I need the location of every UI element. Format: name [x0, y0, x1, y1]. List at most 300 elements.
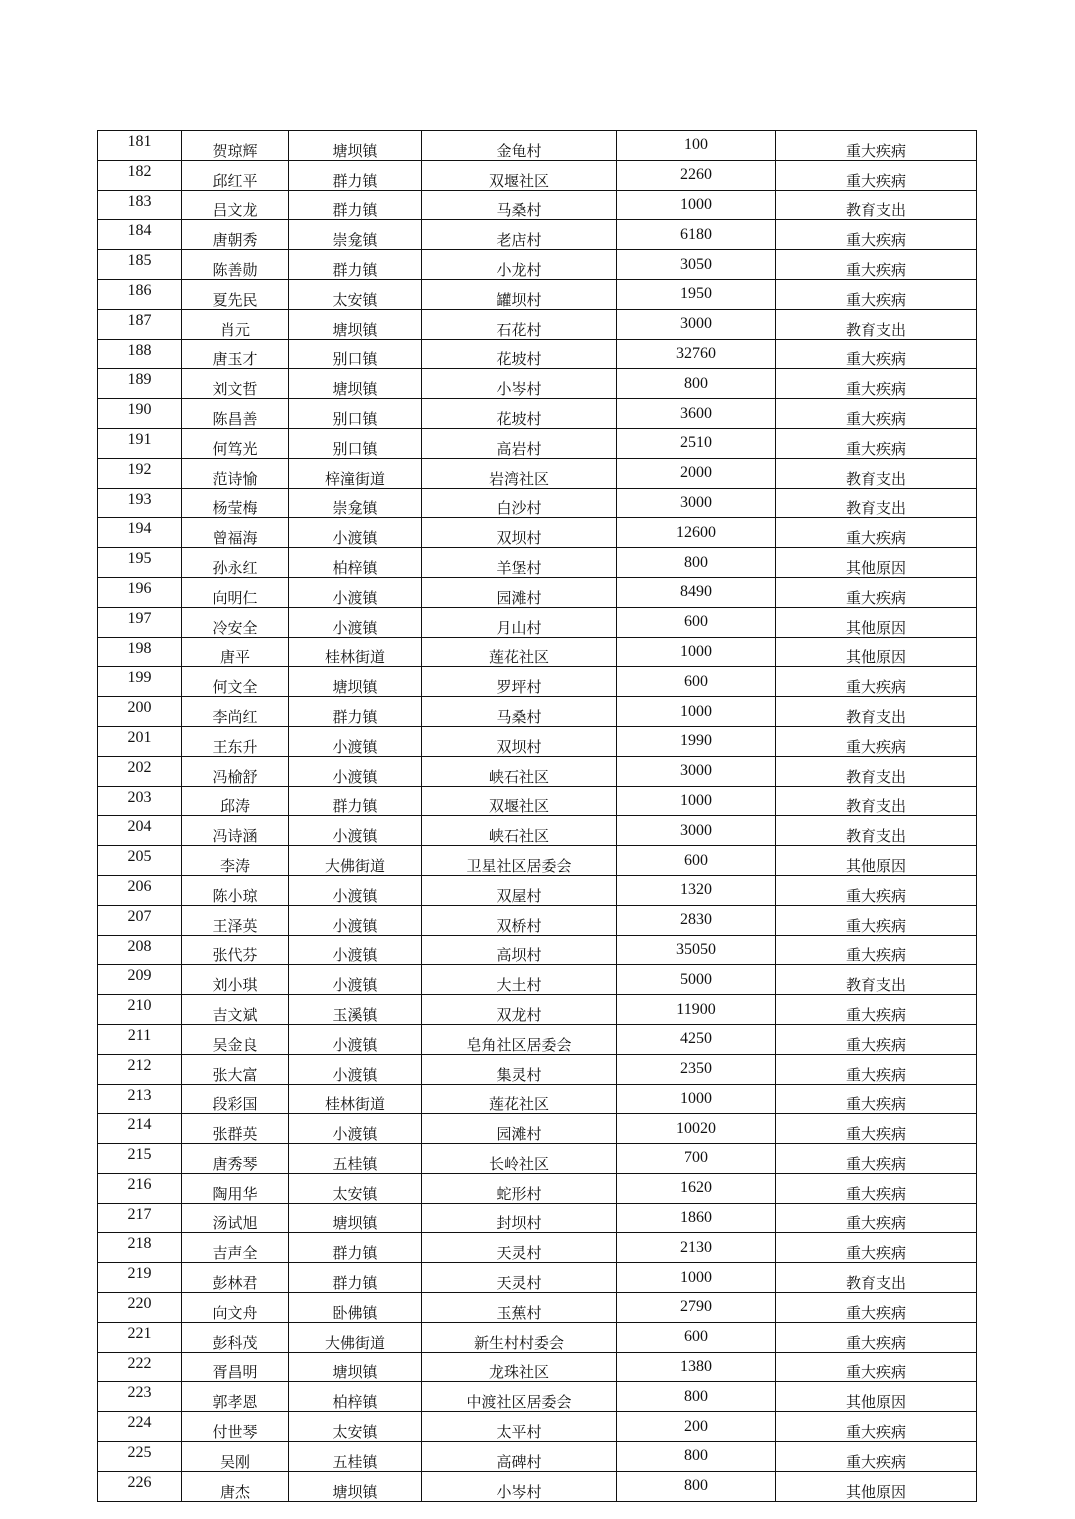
- amount-cell: 1950: [617, 279, 776, 309]
- amount-cell: 1620: [617, 1173, 776, 1203]
- person-name-cell: 杨莹梅: [182, 488, 289, 518]
- table-row: [98, 667, 977, 697]
- amount-cell: 600: [617, 667, 776, 697]
- row-number-cell: 217: [98, 1203, 182, 1233]
- row-number-cell: 193: [98, 488, 182, 518]
- person-name-cell: 邱红平: [182, 160, 289, 190]
- person-name-cell: 何笃光: [182, 428, 289, 458]
- reason-cell: 重大疾病: [776, 160, 977, 190]
- amount-cell: 600: [617, 607, 776, 637]
- row-number-cell: 202: [98, 756, 182, 786]
- row-number-cell: 212: [98, 1054, 182, 1084]
- row-number-cell: 188: [98, 339, 182, 369]
- amount-cell: 800: [617, 1471, 776, 1501]
- village-cell: 卫星社区居委会: [422, 846, 617, 876]
- amount-cell: 1000: [617, 637, 776, 667]
- village-cell: 岩湾社区: [422, 458, 617, 488]
- reason-cell: 其他原因: [776, 548, 977, 578]
- person-name-cell: 张群英: [182, 1114, 289, 1144]
- row-number-cell: 201: [98, 726, 182, 756]
- person-name-cell: 彭科茂: [182, 1322, 289, 1352]
- reason-cell: 教育支出: [776, 190, 977, 220]
- amount-cell: 3050: [617, 250, 776, 280]
- reason-cell: 教育支出: [776, 965, 977, 995]
- row-number-cell: 204: [98, 816, 182, 846]
- row-number-cell: 215: [98, 1144, 182, 1174]
- amount-cell: 1000: [617, 697, 776, 727]
- reason-cell: 重大疾病: [776, 1054, 977, 1084]
- reason-cell: 重大疾病: [776, 875, 977, 905]
- town-cell: 大佛街道: [289, 1322, 422, 1352]
- reason-cell: 重大疾病: [776, 1412, 977, 1442]
- table-row: [98, 279, 977, 309]
- village-cell: 金龟村: [422, 131, 617, 161]
- village-cell: 大土村: [422, 965, 617, 995]
- reason-cell: 重大疾病: [776, 1352, 977, 1382]
- amount-cell: 2790: [617, 1293, 776, 1323]
- reason-cell: 重大疾病: [776, 1442, 977, 1472]
- village-cell: 莲花社区: [422, 1084, 617, 1114]
- amount-cell: 600: [617, 846, 776, 876]
- table-row: [98, 786, 977, 816]
- table-row: [98, 518, 977, 548]
- village-cell: 中渡社区居委会: [422, 1382, 617, 1412]
- person-name-cell: 向明仁: [182, 577, 289, 607]
- table-row: [98, 1144, 977, 1174]
- reason-cell: 重大疾病: [776, 220, 977, 250]
- amount-cell: 2130: [617, 1233, 776, 1263]
- person-name-cell: 郭孝恩: [182, 1382, 289, 1412]
- table-row: [98, 995, 977, 1025]
- town-cell: 小渡镇: [289, 1024, 422, 1054]
- village-cell: 双桥村: [422, 905, 617, 935]
- row-number-cell: 225: [98, 1442, 182, 1472]
- table-row: [98, 846, 977, 876]
- village-cell: 马桑村: [422, 697, 617, 727]
- row-number-cell: 216: [98, 1173, 182, 1203]
- amount-cell: 3000: [617, 309, 776, 339]
- row-number-cell: 219: [98, 1263, 182, 1293]
- table-row: [98, 1352, 977, 1382]
- person-name-cell: 冯榆舒: [182, 756, 289, 786]
- amount-cell: 3000: [617, 756, 776, 786]
- town-cell: 太安镇: [289, 1173, 422, 1203]
- town-cell: 太安镇: [289, 1412, 422, 1442]
- person-name-cell: 唐秀琴: [182, 1144, 289, 1174]
- amount-cell: 1000: [617, 1084, 776, 1114]
- table-row: [98, 1054, 977, 1084]
- person-name-cell: 向文舟: [182, 1293, 289, 1323]
- town-cell: 桂林街道: [289, 1084, 422, 1114]
- town-cell: 梓潼街道: [289, 458, 422, 488]
- reason-cell: 重大疾病: [776, 369, 977, 399]
- table-row: [98, 1412, 977, 1442]
- person-name-cell: 陶用华: [182, 1173, 289, 1203]
- person-name-cell: 陈昌善: [182, 399, 289, 429]
- reason-cell: 重大疾病: [776, 131, 977, 161]
- person-name-cell: 张代芬: [182, 935, 289, 965]
- town-cell: 小渡镇: [289, 905, 422, 935]
- row-number-cell: 192: [98, 458, 182, 488]
- table-row: [98, 637, 977, 667]
- reason-cell: 其他原因: [776, 1382, 977, 1412]
- table-row: [98, 1471, 977, 1501]
- amount-cell: 700: [617, 1144, 776, 1174]
- table-row: [98, 1173, 977, 1203]
- person-name-cell: 冷安全: [182, 607, 289, 637]
- table-row: [98, 250, 977, 280]
- village-cell: 太平村: [422, 1412, 617, 1442]
- amount-cell: 800: [617, 1382, 776, 1412]
- village-cell: 花坡村: [422, 339, 617, 369]
- person-name-cell: 邱涛: [182, 786, 289, 816]
- person-name-cell: 冯诗涵: [182, 816, 289, 846]
- table-row: [98, 220, 977, 250]
- town-cell: 桂林街道: [289, 637, 422, 667]
- table-row: [98, 399, 977, 429]
- village-cell: 双堰社区: [422, 160, 617, 190]
- person-name-cell: 李涛: [182, 846, 289, 876]
- reason-cell: 重大疾病: [776, 399, 977, 429]
- village-cell: 长岭社区: [422, 1144, 617, 1174]
- table-row: [98, 935, 977, 965]
- village-cell: 玉蕉村: [422, 1293, 617, 1323]
- town-cell: 小渡镇: [289, 935, 422, 965]
- town-cell: 群力镇: [289, 190, 422, 220]
- amount-cell: 800: [617, 369, 776, 399]
- town-cell: 群力镇: [289, 1233, 422, 1263]
- town-cell: 小渡镇: [289, 965, 422, 995]
- person-name-cell: 唐玉才: [182, 339, 289, 369]
- table-row: [98, 548, 977, 578]
- town-cell: 小渡镇: [289, 875, 422, 905]
- person-name-cell: 贺琼辉: [182, 131, 289, 161]
- table-row: [98, 339, 977, 369]
- reason-cell: 教育支出: [776, 756, 977, 786]
- row-number-cell: 210: [98, 995, 182, 1025]
- reason-cell: 教育支出: [776, 458, 977, 488]
- village-cell: 罗坪村: [422, 667, 617, 697]
- reason-cell: 其他原因: [776, 607, 977, 637]
- reason-cell: 重大疾病: [776, 577, 977, 607]
- row-number-cell: 195: [98, 548, 182, 578]
- row-number-cell: 206: [98, 875, 182, 905]
- table-row: [98, 1233, 977, 1263]
- row-number-cell: 208: [98, 935, 182, 965]
- village-cell: 天灵村: [422, 1233, 617, 1263]
- village-cell: 白沙村: [422, 488, 617, 518]
- row-number-cell: 198: [98, 637, 182, 667]
- town-cell: 塘坝镇: [289, 309, 422, 339]
- table-row: [98, 756, 977, 786]
- row-number-cell: 182: [98, 160, 182, 190]
- town-cell: 小渡镇: [289, 1054, 422, 1084]
- table-row: [98, 875, 977, 905]
- town-cell: 小渡镇: [289, 1114, 422, 1144]
- person-name-cell: 孙永红: [182, 548, 289, 578]
- village-cell: 小龙村: [422, 250, 617, 280]
- table-row: [98, 965, 977, 995]
- reason-cell: 其他原因: [776, 637, 977, 667]
- person-name-cell: 吉声全: [182, 1233, 289, 1263]
- village-cell: 园滩村: [422, 577, 617, 607]
- amount-cell: 2000: [617, 458, 776, 488]
- reason-cell: 重大疾病: [776, 905, 977, 935]
- row-number-cell: 209: [98, 965, 182, 995]
- reason-cell: 教育支出: [776, 309, 977, 339]
- row-number-cell: 207: [98, 905, 182, 935]
- row-number-cell: 191: [98, 428, 182, 458]
- village-cell: 月山村: [422, 607, 617, 637]
- row-number-cell: 199: [98, 667, 182, 697]
- amount-cell: 1000: [617, 786, 776, 816]
- town-cell: 崇龛镇: [289, 488, 422, 518]
- amount-cell: 8490: [617, 577, 776, 607]
- village-cell: 双坝村: [422, 726, 617, 756]
- reason-cell: 教育支出: [776, 488, 977, 518]
- table-row: [98, 1263, 977, 1293]
- town-cell: 柏梓镇: [289, 548, 422, 578]
- row-number-cell: 211: [98, 1024, 182, 1054]
- person-name-cell: 肖元: [182, 309, 289, 339]
- person-name-cell: 范诗愉: [182, 458, 289, 488]
- amount-cell: 200: [617, 1412, 776, 1442]
- village-cell: 石花村: [422, 309, 617, 339]
- amount-cell: 6180: [617, 220, 776, 250]
- amount-cell: 2260: [617, 160, 776, 190]
- reason-cell: 重大疾病: [776, 279, 977, 309]
- row-number-cell: 214: [98, 1114, 182, 1144]
- table-row: [98, 1382, 977, 1412]
- amount-cell: 2350: [617, 1054, 776, 1084]
- town-cell: 卧佛镇: [289, 1293, 422, 1323]
- reason-cell: 教育支出: [776, 816, 977, 846]
- town-cell: 群力镇: [289, 697, 422, 727]
- town-cell: 塘坝镇: [289, 1203, 422, 1233]
- village-cell: 集灵村: [422, 1054, 617, 1084]
- amount-cell: 1860: [617, 1203, 776, 1233]
- reason-cell: 其他原因: [776, 846, 977, 876]
- table-row: [98, 1322, 977, 1352]
- row-number-cell: 194: [98, 518, 182, 548]
- village-cell: 花坡村: [422, 399, 617, 429]
- amount-cell: 10020: [617, 1114, 776, 1144]
- reason-cell: 教育支出: [776, 786, 977, 816]
- table-row: [98, 309, 977, 339]
- person-name-cell: 陈善勋: [182, 250, 289, 280]
- village-cell: 新生村村委会: [422, 1322, 617, 1352]
- village-cell: 皂角社区居委会: [422, 1024, 617, 1054]
- row-number-cell: 203: [98, 786, 182, 816]
- reason-cell: 重大疾病: [776, 1233, 977, 1263]
- table-row: [98, 131, 977, 161]
- town-cell: 五桂镇: [289, 1144, 422, 1174]
- village-cell: 莲花社区: [422, 637, 617, 667]
- village-cell: 高坝村: [422, 935, 617, 965]
- amount-cell: 800: [617, 1442, 776, 1472]
- reason-cell: 重大疾病: [776, 1144, 977, 1174]
- table-row: [98, 160, 977, 190]
- person-name-cell: 吕文龙: [182, 190, 289, 220]
- reason-cell: 教育支出: [776, 1263, 977, 1293]
- reason-cell: 重大疾病: [776, 428, 977, 458]
- row-number-cell: 197: [98, 607, 182, 637]
- row-number-cell: 190: [98, 399, 182, 429]
- person-name-cell: 陈小琼: [182, 875, 289, 905]
- town-cell: 塘坝镇: [289, 1352, 422, 1382]
- table-row: [98, 1114, 977, 1144]
- town-cell: 小渡镇: [289, 577, 422, 607]
- row-number-cell: 184: [98, 220, 182, 250]
- row-number-cell: 186: [98, 279, 182, 309]
- reason-cell: 重大疾病: [776, 1203, 977, 1233]
- row-number-cell: 224: [98, 1412, 182, 1442]
- person-name-cell: 胥昌明: [182, 1352, 289, 1382]
- row-number-cell: 226: [98, 1471, 182, 1501]
- person-name-cell: 吴金良: [182, 1024, 289, 1054]
- amount-cell: 11900: [617, 995, 776, 1025]
- town-cell: 群力镇: [289, 786, 422, 816]
- table-row: [98, 190, 977, 220]
- amount-cell: 35050: [617, 935, 776, 965]
- table-row: [98, 428, 977, 458]
- table-row: [98, 816, 977, 846]
- person-name-cell: 夏先民: [182, 279, 289, 309]
- town-cell: 小渡镇: [289, 726, 422, 756]
- reason-cell: 重大疾病: [776, 1322, 977, 1352]
- amount-cell: 12600: [617, 518, 776, 548]
- table-row: [98, 577, 977, 607]
- amount-cell: 4250: [617, 1024, 776, 1054]
- town-cell: 塘坝镇: [289, 667, 422, 697]
- reason-cell: 重大疾病: [776, 667, 977, 697]
- amount-cell: 3000: [617, 488, 776, 518]
- person-name-cell: 王泽英: [182, 905, 289, 935]
- reason-cell: 重大疾病: [776, 726, 977, 756]
- town-cell: 小渡镇: [289, 607, 422, 637]
- town-cell: 柏梓镇: [289, 1382, 422, 1412]
- amount-cell: 2510: [617, 428, 776, 458]
- reason-cell: 重大疾病: [776, 935, 977, 965]
- row-number-cell: 189: [98, 369, 182, 399]
- amount-cell: 800: [617, 548, 776, 578]
- amount-cell: 600: [617, 1322, 776, 1352]
- table-row: [98, 1024, 977, 1054]
- row-number-cell: 181: [98, 131, 182, 161]
- village-cell: 老店村: [422, 220, 617, 250]
- reason-cell: 教育支出: [776, 697, 977, 727]
- assistance-table: [97, 130, 977, 1502]
- amount-cell: 1380: [617, 1352, 776, 1382]
- person-name-cell: 曾福海: [182, 518, 289, 548]
- person-name-cell: 付世琴: [182, 1412, 289, 1442]
- person-name-cell: 汤试旭: [182, 1203, 289, 1233]
- amount-cell: 2830: [617, 905, 776, 935]
- person-name-cell: 何文全: [182, 667, 289, 697]
- village-cell: 双堰社区: [422, 786, 617, 816]
- amount-cell: 32760: [617, 339, 776, 369]
- row-number-cell: 187: [98, 309, 182, 339]
- row-number-cell: 223: [98, 1382, 182, 1412]
- town-cell: 小渡镇: [289, 756, 422, 786]
- amount-cell: 1000: [617, 190, 776, 220]
- row-number-cell: 221: [98, 1322, 182, 1352]
- village-cell: 天灵村: [422, 1263, 617, 1293]
- table-row: [98, 726, 977, 756]
- row-number-cell: 220: [98, 1293, 182, 1323]
- town-cell: 五桂镇: [289, 1442, 422, 1472]
- reason-cell: 重大疾病: [776, 1173, 977, 1203]
- town-cell: 大佛街道: [289, 846, 422, 876]
- village-cell: 双龙村: [422, 995, 617, 1025]
- village-cell: 羊堡村: [422, 548, 617, 578]
- person-name-cell: 唐杰: [182, 1471, 289, 1501]
- person-name-cell: 唐平: [182, 637, 289, 667]
- reason-cell: 重大疾病: [776, 518, 977, 548]
- table-row: [98, 488, 977, 518]
- amount-cell: 1320: [617, 875, 776, 905]
- reason-cell: 重大疾病: [776, 339, 977, 369]
- reason-cell: 重大疾病: [776, 1084, 977, 1114]
- person-name-cell: 张大富: [182, 1054, 289, 1084]
- table-row: [98, 369, 977, 399]
- village-cell: 园滩村: [422, 1114, 617, 1144]
- table-body: [98, 131, 977, 1502]
- town-cell: 小渡镇: [289, 518, 422, 548]
- town-cell: 塘坝镇: [289, 131, 422, 161]
- person-name-cell: 吉文斌: [182, 995, 289, 1025]
- row-number-cell: 218: [98, 1233, 182, 1263]
- amount-cell: 1000: [617, 1263, 776, 1293]
- amount-cell: 3000: [617, 816, 776, 846]
- person-name-cell: 李尚红: [182, 697, 289, 727]
- village-cell: 峡石社区: [422, 756, 617, 786]
- row-number-cell: 222: [98, 1352, 182, 1382]
- town-cell: 塘坝镇: [289, 369, 422, 399]
- person-name-cell: 王东升: [182, 726, 289, 756]
- town-cell: 崇龛镇: [289, 220, 422, 250]
- village-cell: 双屋村: [422, 875, 617, 905]
- amount-cell: 100: [617, 131, 776, 161]
- town-cell: 别口镇: [289, 399, 422, 429]
- reason-cell: 重大疾病: [776, 250, 977, 280]
- village-cell: 马桑村: [422, 190, 617, 220]
- village-cell: 龙珠社区: [422, 1352, 617, 1382]
- town-cell: 群力镇: [289, 1263, 422, 1293]
- town-cell: 群力镇: [289, 160, 422, 190]
- town-cell: 别口镇: [289, 339, 422, 369]
- town-cell: 玉溪镇: [289, 995, 422, 1025]
- person-name-cell: 刘文哲: [182, 369, 289, 399]
- village-cell: 小岑村: [422, 1471, 617, 1501]
- row-number-cell: 213: [98, 1084, 182, 1114]
- table-row: [98, 1084, 977, 1114]
- town-cell: 塘坝镇: [289, 1471, 422, 1501]
- table-row: [98, 1203, 977, 1233]
- village-cell: 高岩村: [422, 428, 617, 458]
- town-cell: 别口镇: [289, 428, 422, 458]
- amount-cell: 5000: [617, 965, 776, 995]
- reason-cell: 重大疾病: [776, 995, 977, 1025]
- table-row: [98, 1442, 977, 1472]
- row-number-cell: 185: [98, 250, 182, 280]
- village-cell: 小岑村: [422, 369, 617, 399]
- table-row: [98, 607, 977, 637]
- town-cell: 太安镇: [289, 279, 422, 309]
- amount-cell: 1990: [617, 726, 776, 756]
- table-row: [98, 697, 977, 727]
- row-number-cell: 196: [98, 577, 182, 607]
